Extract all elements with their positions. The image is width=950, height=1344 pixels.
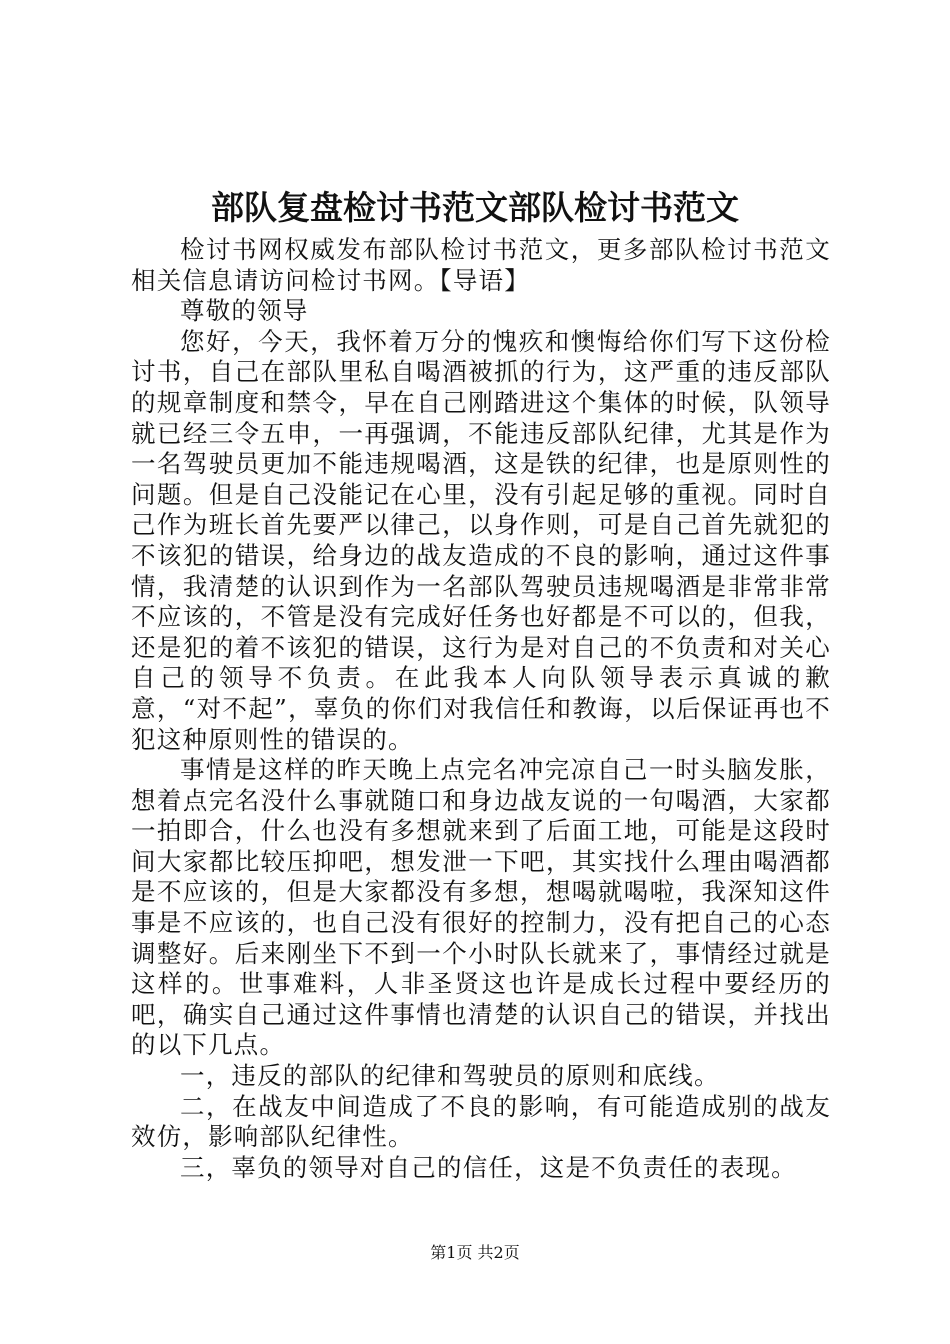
paragraph-salutation: 尊敬的领导 [180, 296, 309, 326]
paragraph-point-one: 一，违反的部队的纪律和驾驶员的原则和底线。 [180, 1061, 720, 1091]
page-number-footer: 第1页 共2页 [430, 1243, 520, 1262]
paragraph-main: 您好，今天，我怀着万分的愧疚和懊悔给你们写下这份检讨书，自己在部队里私自喝酒被抓的行为，这严重的违反部队的规章制度和禁令，早在自己刚踏进这个集体的时候，队领导就已经三令五申，一再强调，不能违反部队纪律，尤其是作为一名驾驶员更加不能违规喝酒，这是铁的纪律，也是原则性的问题。但是自己没能记在心里，没有引起足够的重视。同时自己作为班长首先要严以律己，以身作则，可是自己首先就犯的不该犯的错误，给身边的战友造成的不良的影响，通过这件事情，我清楚的认识到作为一名部队驾驶员违规喝酒是非常非常不应该的，不管是没有完成好任务也好都是不可以的，但我，还是犯的着不该犯的错误，这行为是对自己的不负责和对关心自己的领导不负责。在此我本人向队领导表示真诚的歉意，“对不起”，辜负的你们对我信任和教诲，以后保证再也不犯这种原则性的错误的。 [131, 326, 831, 754]
document-title: 部队复盘检讨书范文部队检讨书范文 [211, 188, 739, 227]
paragraph-account: 事情是这样的昨天晚上点完名冲完凉自己一时头脑发胀，想着点完名没什么事就随口和身边战友说的一句喝酒，大家都一拍即合，什么也没有多想就来到了后面工地，可能是这段时间大家都比较压抑吧，想发泄一下吧，其实找什么理由喝酒都是不应该的，但是大家都没有多想，想喝就喝啦，我深知这件事是不应该的，也自己没有很好的控制力，没有把自己的心态调整好。后来刚坐下不到一个小时队长就来了，事情经过就是这样的。世事难料，人非圣贤这也许是成长过程中要经历的吧，确实自己通过这件事情也清楚的认识自己的错误，并找出的以下几点。 [131, 755, 831, 1060]
paragraph-point-two: 二，在战友中间造成了不良的影响，有可能造成别的战友效仿，影响部队纪律性。 [131, 1091, 831, 1152]
paragraph-intro: 检讨书网权威发布部队检讨书范文，更多部队检讨书范文相关信息请访问检讨书网。【导语】 [131, 235, 831, 295]
document-body [131, 235, 831, 1183]
paragraph-point-three: 三，辜负的领导对自己的信任，这是不负责任的表现。 [180, 1152, 797, 1182]
